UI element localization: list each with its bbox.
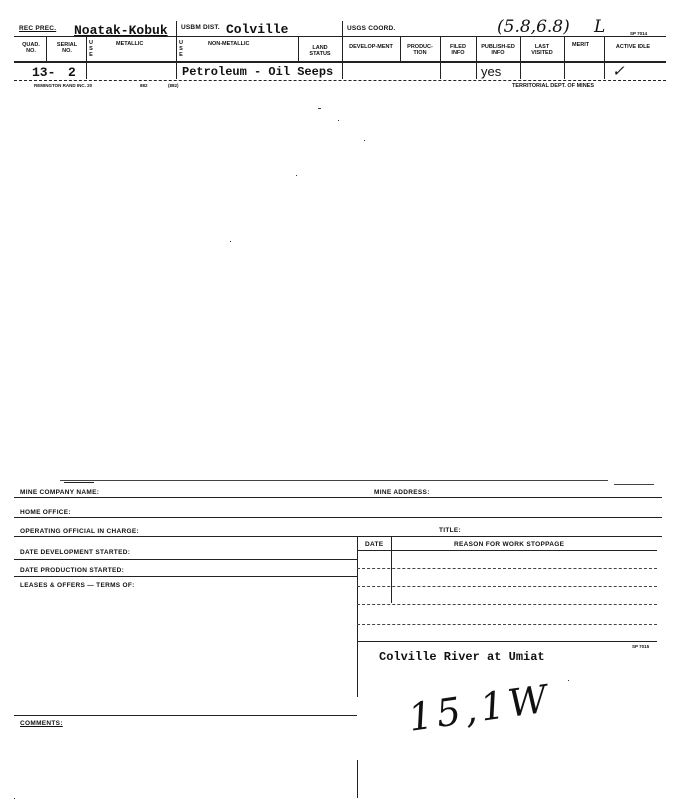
col-quad-no: QUAD. NO. (22, 42, 40, 54)
handwritten-number: 15,1W (405, 676, 555, 740)
col-metallic: METALLIC (116, 41, 144, 47)
col-development: DEVELOP-MENT (349, 44, 393, 50)
usbm-dist-label: USBM DIST. (181, 24, 220, 31)
footer-remington: REMINGTON RAND INC. 20 (34, 83, 93, 88)
col-last-visited: LAST VISITED (531, 44, 553, 56)
col-serial-no: SERIAL NO. (56, 42, 78, 54)
date-column-label: DATE (365, 541, 384, 548)
coord-letter: L (594, 17, 606, 37)
usbm-dist-value: Colville (226, 22, 289, 37)
col-land-status: LAND STATUS (309, 45, 331, 57)
speck (14, 798, 15, 799)
published-info-value: yes (481, 64, 502, 79)
quad-no-value: 13- (32, 65, 56, 80)
form-number-bottom: SP 7015 (632, 644, 650, 649)
col-use-nonmetallic: U S E (179, 40, 183, 58)
home-office-label: HOME OFFICE: (20, 509, 71, 516)
title-label: TITLE: (439, 527, 462, 534)
col-active-idle: ACTIVE IDLE (615, 44, 651, 50)
non-metallic-value: Petroleum - Oil Seeps (182, 65, 334, 79)
speck (364, 140, 365, 141)
mine-address-label: MINE ADDRESS: (374, 489, 430, 496)
col-non-metallic: NON-METALLIC (208, 41, 250, 47)
serial-no-value: 2 (68, 65, 76, 80)
speck (230, 241, 231, 242)
date-development-label: DATE DEVELOPMENT STARTED: (20, 549, 131, 556)
rec-prec-value: Noatak-Kobuk (74, 23, 168, 38)
col-published-info: PUBLISH-ED INFO (481, 44, 515, 56)
usgs-coord-value: (5.8,6.8) (497, 17, 570, 37)
speck (568, 680, 569, 681)
footer-code-2: (882) (168, 83, 179, 88)
leases-offers-label: LEASES & OFFERS — TERMS OF: (20, 582, 135, 589)
mine-company-name-label: MINE COMPANY NAME: (20, 489, 100, 496)
date-production-label: DATE PRODUCTION STARTED: (20, 567, 125, 574)
col-filed-info: FILED INFO (450, 44, 466, 56)
rec-prec-label: REC PREC. (19, 25, 57, 32)
usgs-coord-label: USGS COORD. (347, 25, 396, 32)
speck (296, 175, 297, 176)
speck (338, 120, 339, 121)
active-idle-mark: ✓ (612, 62, 625, 80)
speck (318, 108, 321, 109)
footer-dept: TERRITORIAL DEPT. OF MINES (512, 83, 594, 89)
operating-official-label: OPERATING OFFICIAL IN CHARGE: (20, 528, 139, 535)
location-text: Colville River at Umiat (379, 650, 545, 664)
col-use-metallic: U S E (89, 40, 93, 58)
col-merit: MERIT (572, 42, 590, 48)
col-production: PRODUC-TION (407, 44, 433, 56)
footer-code-1: 882 (140, 83, 148, 88)
reason-stoppage-label: REASON FOR WORK STOPPAGE (454, 541, 565, 548)
comments-label: COMMENTS: (20, 720, 63, 727)
form-number-top: SP 7014 (630, 31, 648, 36)
